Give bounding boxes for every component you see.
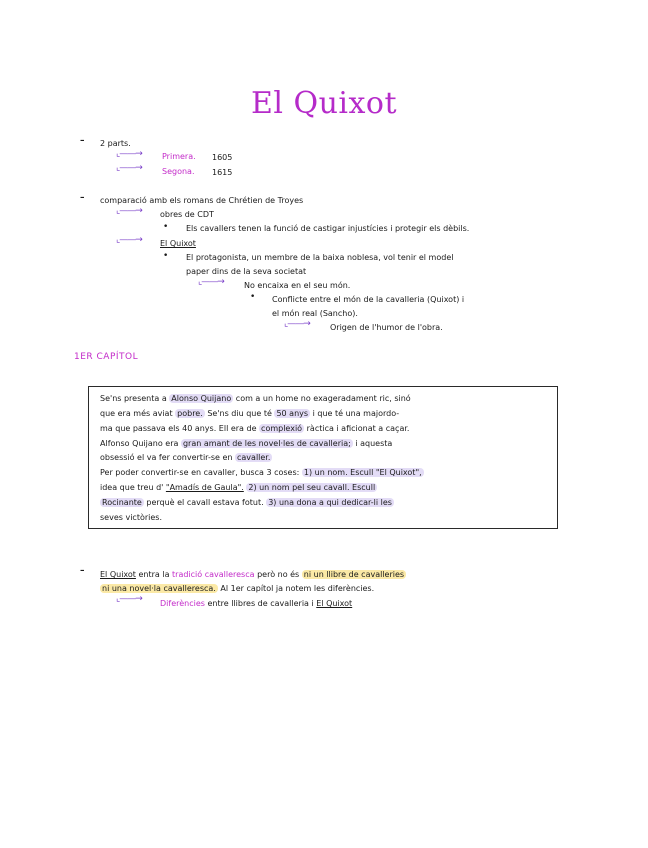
arrow-icon: ⌞——→ [198,277,224,287]
protagonista-line-1: El protagonista, un membre de la baixa noblesa, vol tenir el model [186,253,454,262]
arrow-icon: ⌞——→ [116,235,142,245]
section-heading: 1ER CAPÍTOL [74,352,139,362]
bullet-dot: • [163,251,169,261]
bullet-dot: • [163,222,169,232]
summary-text: Alfonso Quijano era [100,439,179,448]
arrow-icon: ⌞——→ [116,163,142,173]
highlight-50-anys: 50 anys [276,409,309,418]
conflicte-line-2: el món real (Sancho). [272,309,358,318]
highlight-rocinante: Rocinante [102,498,142,507]
bullet-dash: – [80,136,85,146]
summary-line [100,453,272,462]
summary-line [100,409,399,418]
conflicte-line-1: Conflicte entre el món de la cavalleria (Quixot) i [272,295,465,304]
summary-text: Se'ns diu que té [207,409,272,418]
highlight-cavaller: cavaller. [237,453,271,462]
no-encaixa-text: No encaixa en el seu món. [244,281,351,290]
parts-text: 2 parts. [100,139,131,148]
summary-line [100,498,394,507]
closing-text: entre llibres de cavalleria i [207,599,314,608]
summary-text: idea que treu d' [100,483,164,492]
summary-line [100,424,409,433]
summary-line [100,394,411,403]
primera-year: 1605 [212,153,233,162]
summary-text: com a un home no exageradament ric, sinó [235,394,411,403]
closing-line-2 [100,584,374,594]
bullet-dot: • [250,292,256,302]
page-title: El Quixot [250,86,398,121]
bullet-dash: – [80,193,85,203]
summary-text: Per poder convertir-se en cavaller, busca 3 coses: [100,468,300,477]
arrow-icon: ⌞——→ [116,206,142,216]
highlight-una-dona: 3) una dona a qui dedicar-li les [268,498,392,507]
bullet-dash: – [80,566,85,576]
el-quixot-ref: El Quixot [100,570,136,579]
amadis-de-gaula: "Amadís de Gaula". [165,483,244,492]
summary-text: seves victòries. [100,513,162,522]
arrow-icon: ⌞——→ [116,149,142,159]
closing-text: entra la [138,570,170,579]
closing-text: però no és [257,570,300,579]
obres-cdt-text: obres de CDT [160,210,214,219]
segona-year: 1615 [212,168,233,177]
summary-text: i que té una majordo- [312,409,400,418]
summary-text: perquè el cavall estava fotut. [146,498,264,507]
summary-text: obsessió el va fer convertir-se en [100,453,233,462]
obres-cdt-detail: Els cavallers tenen la funció de castigar injustícies i protegir els dèbils. [186,224,470,233]
summary-line [100,468,424,477]
tradicio-cavalleresca: tradició cavalleresca [172,570,255,579]
arrow-icon: ⌞——→ [284,319,310,329]
highlight-novelles: gran amant de les novel·les de cavalleria; [182,439,351,448]
origen-text: Origen de l'humor de l'obra. [330,323,443,332]
highlight-alonso-quijano: Alonso Quijano [171,394,232,403]
summary-line [100,483,377,492]
closing-line-1 [100,570,406,580]
summary-text: Se'ns presenta a [100,394,167,403]
summary-line [100,513,162,522]
segona-label: Segona. [162,167,195,176]
highlight-novella-cavalleresca: ni una novel·la cavalleresca. [102,584,216,593]
primera-label: Primera. [162,152,196,161]
arrow-icon: ⌞——→ [116,594,142,604]
protagonista-line-2: paper dins de la seva societat [186,267,307,276]
highlight-llibre-cavalleries: ni un llibre de cavalleries [303,570,405,579]
el-quixot-ref: El Quixot [316,599,353,608]
highlight-complexio: complexió [261,424,303,433]
el-quixot-label: El Quixot [160,239,196,248]
summary-text: ràctica i aficionat a caçar. [306,424,410,433]
comparacio-text: comparació amb els romans de Chrétien de Troyes [100,196,304,205]
highlight-un-nom: 1) un nom. Escull "El Quixot", [303,468,422,477]
closing-text: Al 1er capítol ja notem les diferències. [220,584,375,593]
diferencies-label: Diferències [160,599,205,608]
summary-text: i aquesta [355,439,393,448]
closing-line-3 [160,599,352,609]
summary-text: que era més aviat [100,409,173,418]
summary-line [100,439,392,448]
highlight-nom-cavall: 2) un nom pel seu cavall. Escull [248,483,376,492]
highlight-pobre: pobre. [177,409,203,418]
summary-text: ma que passava els 40 anys. Ell era de [100,424,257,433]
